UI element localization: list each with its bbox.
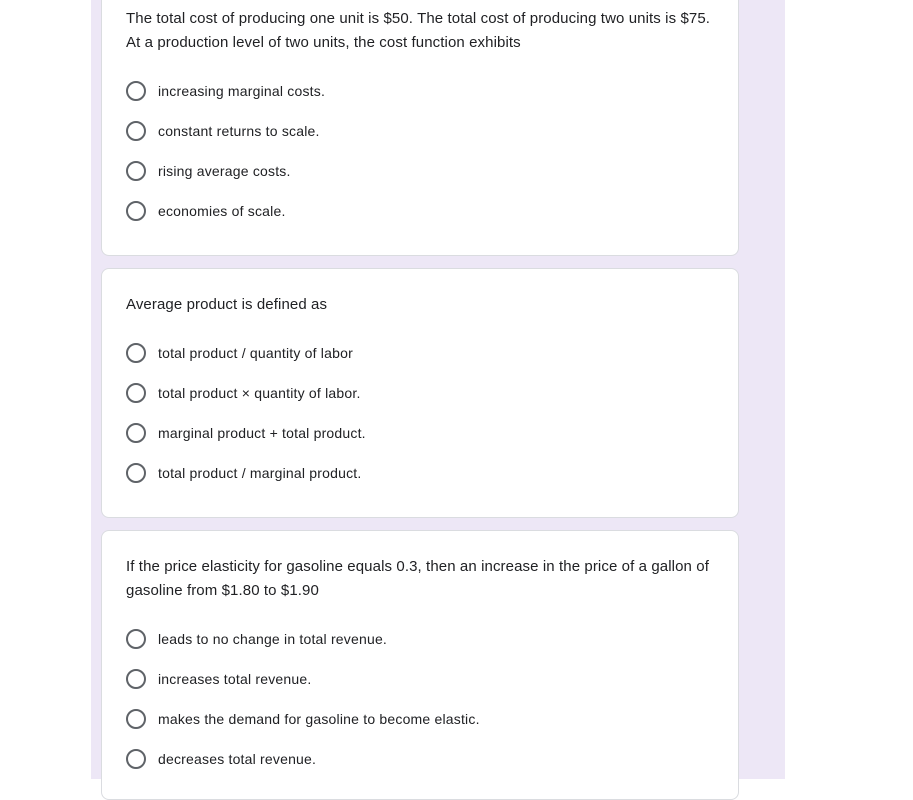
radio-option[interactable] (126, 111, 716, 151)
question-title: Average product is defined as (126, 296, 328, 313)
options-list (126, 71, 716, 231)
options-list (126, 333, 716, 493)
radio-button-icon[interactable] (126, 423, 146, 443)
option-label: total product / quantity of labor (158, 345, 353, 361)
radio-option[interactable] (126, 333, 716, 373)
radio-button-icon[interactable] (126, 463, 146, 483)
radio-button-icon[interactable] (126, 629, 146, 649)
radio-button-icon[interactable] (126, 121, 146, 141)
radio-option[interactable] (126, 659, 716, 699)
radio-option[interactable] (126, 71, 716, 111)
radio-option[interactable] (126, 151, 716, 191)
option-label: marginal product + total product. (158, 425, 366, 441)
option-label: makes the demand for gasoline to become elastic. (158, 711, 480, 727)
option-label: increasing marginal costs. (158, 83, 326, 99)
option-label: increases total revenue. (158, 671, 312, 687)
option-label: leads to no change in total revenue. (158, 631, 388, 647)
radio-option[interactable] (126, 373, 716, 413)
radio-button-icon[interactable] (126, 161, 146, 181)
radio-option[interactable] (126, 739, 716, 779)
question-card (101, 0, 739, 256)
radio-button-icon[interactable] (126, 81, 146, 101)
option-label: total product / marginal product. (158, 465, 362, 481)
radio-button-icon[interactable] (126, 343, 146, 363)
option-label: constant returns to scale. (158, 123, 320, 139)
radio-option[interactable] (126, 453, 716, 493)
question-card (101, 268, 739, 518)
radio-option[interactable] (126, 619, 716, 659)
radio-button-icon[interactable] (126, 709, 146, 729)
radio-button-icon[interactable] (126, 749, 146, 769)
option-label: economies of scale. (158, 203, 286, 219)
radio-button-icon[interactable] (126, 669, 146, 689)
radio-option[interactable] (126, 191, 716, 231)
question-title: The total cost of producing one unit is $50. The total cost of producing two units is $75. At a production level of two units, the cost function exhibits (126, 10, 711, 51)
question-card (101, 530, 739, 800)
radio-button-icon[interactable] (126, 201, 146, 221)
option-label: decreases total revenue. (158, 751, 317, 767)
radio-option[interactable] (126, 413, 716, 453)
option-label: total product × quantity of labor. (158, 385, 361, 401)
radio-option[interactable] (126, 699, 716, 739)
question-title: If the price elasticity for gasoline equals 0.3, then an increase in the price of a gallon of gasoline from $1.80 to $1.90 (126, 558, 709, 599)
option-label: rising average costs. (158, 163, 291, 179)
options-list (126, 619, 716, 779)
radio-button-icon[interactable] (126, 383, 146, 403)
